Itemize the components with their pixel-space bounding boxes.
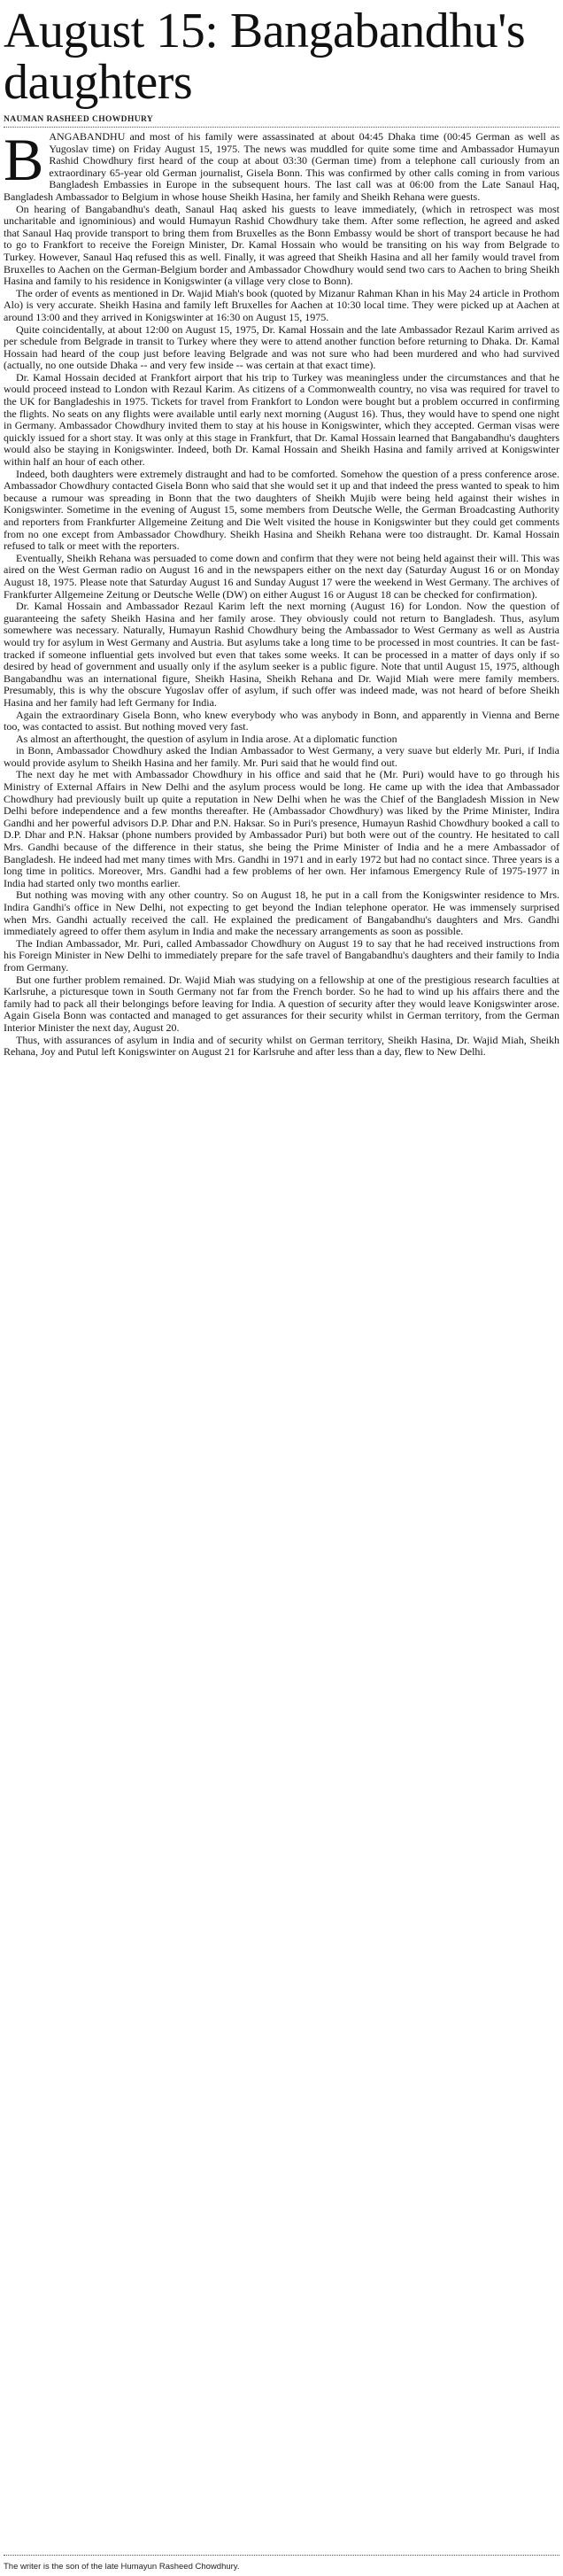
body-paragraph: in Bonn, Ambassador Chowdhury asked the Indian Ambassador to West Germany, a very suave but elderly Mr. Puri, if India would provide asylum to Sheikh Hasina and her family. Mr. Puri said that he would find out. [4,744,559,769]
body-paragraph: Quite coincidentally, at about 12:00 on August 15, 1975, Dr. Kamal Hossain and the late Ambassador Rezaul Karim arrived as per schedule from Belgrade in transit to Turkey where they were to attend another function before returning to Dhaka. Dr. Kamal Hossain had heard of the coup just before leaving Belgrade and was not sure who had been murdered and who had survived (actually, no one outside Dhaka -- and very few inside -- was certain at that exact time). [4,322,559,372]
body-paragraph: But one further problem remained. Dr. Wajid Miah was studying on a fellowship at one of the prestigious research faculties at Karlsruhe, a picturesque town in South Germany not far from the French border. So he had to wind up his affairs there and the family had to pack all their belongings before leaving for India. A question of security after they would leave Konigswinter arose. Again Gisela Bonn was contacted and managed to get assurances for their security whilst in German territory, from the German Interior Minister the next day, August 20. [4,973,559,1034]
body-paragraph: On hearing of Bangabandhu's death, Sanaul Haq asked his guests to leave immediately, (which in retrospect was most uncharitable and ignominious) and would Humayun Rashid Chowdhury take them. After some reflection, he agreed and asked that Sanaul Haq provide transport to bring them from Bruxelles as the Bonn Embassy would be short of transport because he had to go to Frankfort to receive the Foreign Minister, Dr. Kamal Hossain who would be transiting on his way from Belgrade to Turkey. However, Sanaul Haq refused this as well. Finally, it was agreed that Sheikh Hasina and all her family would travel from Bruxelles to Aachen on the German-Belgium border and Ambassador Chowdhury would send two cars to Aachen to bring Sheikh Hasina and family to his residence in Konigswinter (a village very close to Bonn). [4,202,559,288]
byline: NAUMAN RASHEED CHOWDHURY [4,115,154,124]
body-paragraph: Again the extraordinary Gisela Bonn, who knew everybody who was anybody in Bonn, and apparently in Vienna and Berne too, was contacted to assist. But nothing moved very fast. [4,708,559,733]
body-paragraph: Dr. Kamal Hossain decided at Frankfort airport that his trip to Turkey was meaningless under the circumstances and that he would proceed instead to London with Rezaul Karim. As citizens of a Commonwealth country, no visa was required for travel to the UK for Bangladeshis in 1975. Tickets for travel from Frankfort to London were bought but a problem occurred in confirming the flights. No seats on any flights were available until early next morning (August 16). Thus, they would have to spend one night in Germany. Ambassador Chowdhury invited them to stay at his house in Konigswinter, which they accepted. German visas were quickly issued for a short stay. It was only at this stage in Frankfurt, that Dr. Kamal Hossain learned that Bangabandhu's daughters would also be staying in Konigswinter. Indeed, both Dr. Kamal Hossain and Sheikh Hasina and family arrived at Konigswinter within half an hour of each other. [4,370,559,469]
body-paragraph: The Indian Ambassador, Mr. Puri, called Ambassador Chowdhury on August 19 to say that he had received instructions from his Foreign Minister in New Delhi to immediately prepare for the safe travel of Bangabandhu's daughters and their family to India from Germany. [4,936,559,974]
byline-divider [4,127,559,128]
body-paragraph: Eventually, Sheikh Rehana was persuaded to come down and confirm that they were not being held against their will. This was aired on the West German radio on August 16 and in the newspapers either on the next day (Saturday August 16 or on Monday August 18, 1975. Please note that Saturday August 16 and Sunday August 17 were the weekend in West Germany. The archives of Frankfurter Allgemeine Zeitung or Deutsche Welle (DW) on either August 16 or August 18 can be checked for confirmation). [4,551,559,601]
lead-paragraph [4,131,559,204]
headline: August 15: Bangabandhu's daughters [4,4,526,110]
author-footnote: The writer is the son of the late Humayun Rasheed Chowdhury. [4,2562,240,2572]
body-paragraph: Thus, with assurances of asylum in India and of security whilst on German territory, Sheikh Hasina, Dr. Wajid Miah, Sheikh Rehana, Joy and Putul left Konigswinter on August 21 for Karlsruhe and after less than a day, flew to New Delhi. [4,1033,559,1059]
lead-text: ANGABANDHU and most of his family were assassinated at about 04:45 Dhaka time (00:45 German as well as Yugoslav time) on Friday August 15, 1975. The news was muddled for quite some time and Ambassador Humayun Rashid Chowdhury first heard of the coup at about 03:30 (German time) from a telephone call curiously from an extraordinary 65-year old German journalist, Gisela Bonn. This was confirmed by other calls coming in from various Bangladesh Embassies in Europe in the subsequent hours. The last call was at 06:00 from the Late Sanaul Haq, Bangladesh Ambassador to Belgium in whose house Sheikh Hasina, her family and Sheikh Rehana were guests. [4,131,559,203]
body-paragraph: The next day he met with Ambassador Chowdhury in his office and said that he (Mr. Puri) would have to go through his Ministry of External Affairs in New Delhi and the asylum process would be long. He came up with the idea that Ambassador Chowdhury had previously built up quite a reputation in New Delhi when he was the Chief of the Bangladesh Mission in New Delhi before independence and a few months thereafter. He (Ambassador Chowdhury) was liked by the Prime Minister, Indira Gandhi and her powerful advisors D.P. Dhar and P.N. Haksar. So in Puri's presence, Humayun Rashid Chowdhury booked a call to D.P. Dhar and P.N. Haksar (phone numbers provided by Ambassador Puri) but both were out of the country. He hesitated to call Mrs. Gandhi because of the difference in their status, she being the Prime Minister of India and he a mere Ambassador of Bangladesh. He indeed had met many times with Mrs. Gandhi in 1971 and in early 1972 but had no contact since. Three years is a long time in politics. Moreover, Mrs. Gandhi had a few problems of her own. Her infamous Emergency Rule of 1975-1977 in India had started only two months earlier. [4,768,559,889]
article-body [4,131,559,2518]
body-paragraph: But nothing was moving with any other country. So on August 18, he put in a call from the Konigswinter residence to Mrs. Indira Gandhi's office in New Delhi, not expecting to get beyond the Indian telephone operator. He was immensely surprised when Mrs. Gandhi actually received the call. He explained the predicament of Bangabandhu's daughters and Mrs. Gandhi immediately agreed to offer them asylum in India and make the necessary arrangements as soon as possible. [4,888,559,938]
body-paragraph: Indeed, both daughters were extremely distraught and had to be comforted. Somehow the question of a press conference arose. Ambassador Chowdhury contacted Gisela Bonn who said that she would set it up and that indeed the press wanted to speak to him because a rumour was spreading in Bonn that the two daughters of Sheikh Mujib were being held against their wishes in Konigswinter. Sometime in the evening of August 15, some members from Deutsche Welle, the German Broadcasting Authority and reporters from Frankfurter Allgemeine Zeitung and Die Welt visited the house in Konigswinter but they could get comments from no one except from Ambassador Chowdhury. Sheikh Hasina and Sheikh Rehana were too distraught. Dr. Kamal Hossain refused to talk or meet with the reporters. [4,467,559,553]
body-paragraph: As almost an afterthought, the question of asylum in India arose. At a diplomatic function [16,732,397,745]
body-paragraph: The order of events as mentioned in Dr. Wajid Miah's book (quoted by Mizanur Rahman Khan in his May 24 article in Prothom Alo) is very accurate. Sheikh Hasina and family left Bruxelles for Aachen at 10:30 local time. They were picked up at Aachen at around 13:00 and they arrived in Konigswinter at 16:30 on August 15, 1975. [4,286,559,323]
drop-cap: B [4,131,44,193]
footnote-divider [4,2555,559,2556]
body-paragraph: Dr. Kamal Hossain and Ambassador Rezaul Karim left the next morning (August 16) for London. Now the question of guaranteeing the safety Sheikh Hasina and her family arose. They obviously could not return to Bangladesh. Thus, asylum somewhere was necessary. Naturally, Humayun Rashid Chowdhury being the Ambassador to West Germany as well as Austria would try for asylum in West Germany and Austria. But asylums take a long time to be processed in most countries. It can be fast-tracked if someone influential gets involved but even that takes some weeks. It can be processed in a matter of days only if so desired by head of government and usually only if the asylum seeker is a public figure. Note that until August 15, 1975, although Bangabandhu was an international figure, Sheikh Hasina, Sheikh Rehana and Dr. Wajid Miah were mere family members. Presumably, this is why the obscure Yugoslav offer of asylum, if such offer was indeed made, was not heard of before Sheikh Hasina and her family had left Germany for India. [4,600,559,709]
